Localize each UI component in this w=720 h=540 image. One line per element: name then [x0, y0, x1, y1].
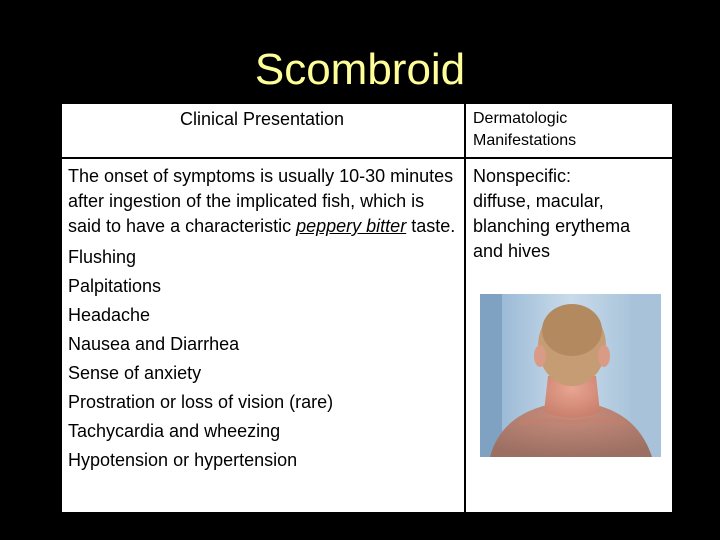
symptom-item: Tachycardia and wheezing: [68, 421, 281, 441]
onset-text: The onset of symptoms is usually 10-30 minutes after ingestion of the implicated fish, which is said to have a characteristic: [68, 166, 454, 236]
neck-flushing-illustration: [480, 294, 661, 457]
taste-emphasis: peppery bitter: [296, 216, 407, 236]
derm-line: Nonspecific:: [473, 166, 572, 186]
symptom-item: Flushing: [68, 247, 137, 267]
onset-description: [68, 164, 460, 239]
derm-line: and hives: [473, 241, 551, 261]
onset-text-end: taste.: [406, 216, 456, 236]
symptom-item: Sense of anxiety: [68, 363, 202, 383]
dermatologic-manifestations-header: [473, 108, 663, 152]
symptom-item: Prostration or loss of vision (rare): [68, 392, 334, 412]
column-divider: [464, 104, 466, 512]
symptom-item: Headache: [68, 305, 151, 325]
derm-line: blanching erythema: [473, 216, 631, 236]
derm-line: diffuse, macular,: [473, 191, 604, 211]
symptom-item: Nausea and Diarrhea: [68, 334, 240, 354]
symptom-item: Palpitations: [68, 276, 162, 296]
neck-flushing-photo: [480, 294, 661, 457]
slide-title: Scombroid: [254, 45, 466, 94]
clinical-presentation-header: Clinical Presentation: [179, 109, 345, 129]
dermatologic-description: [473, 164, 667, 264]
header-line-2: Manifestations: [473, 132, 577, 149]
clinical-presentation-body: [68, 164, 460, 475]
header-divider: [62, 157, 672, 159]
symptom-item: Hypotension or hypertension: [68, 450, 298, 470]
presentation-table: [61, 103, 673, 513]
header-line-1: Dermatologic: [473, 110, 568, 127]
